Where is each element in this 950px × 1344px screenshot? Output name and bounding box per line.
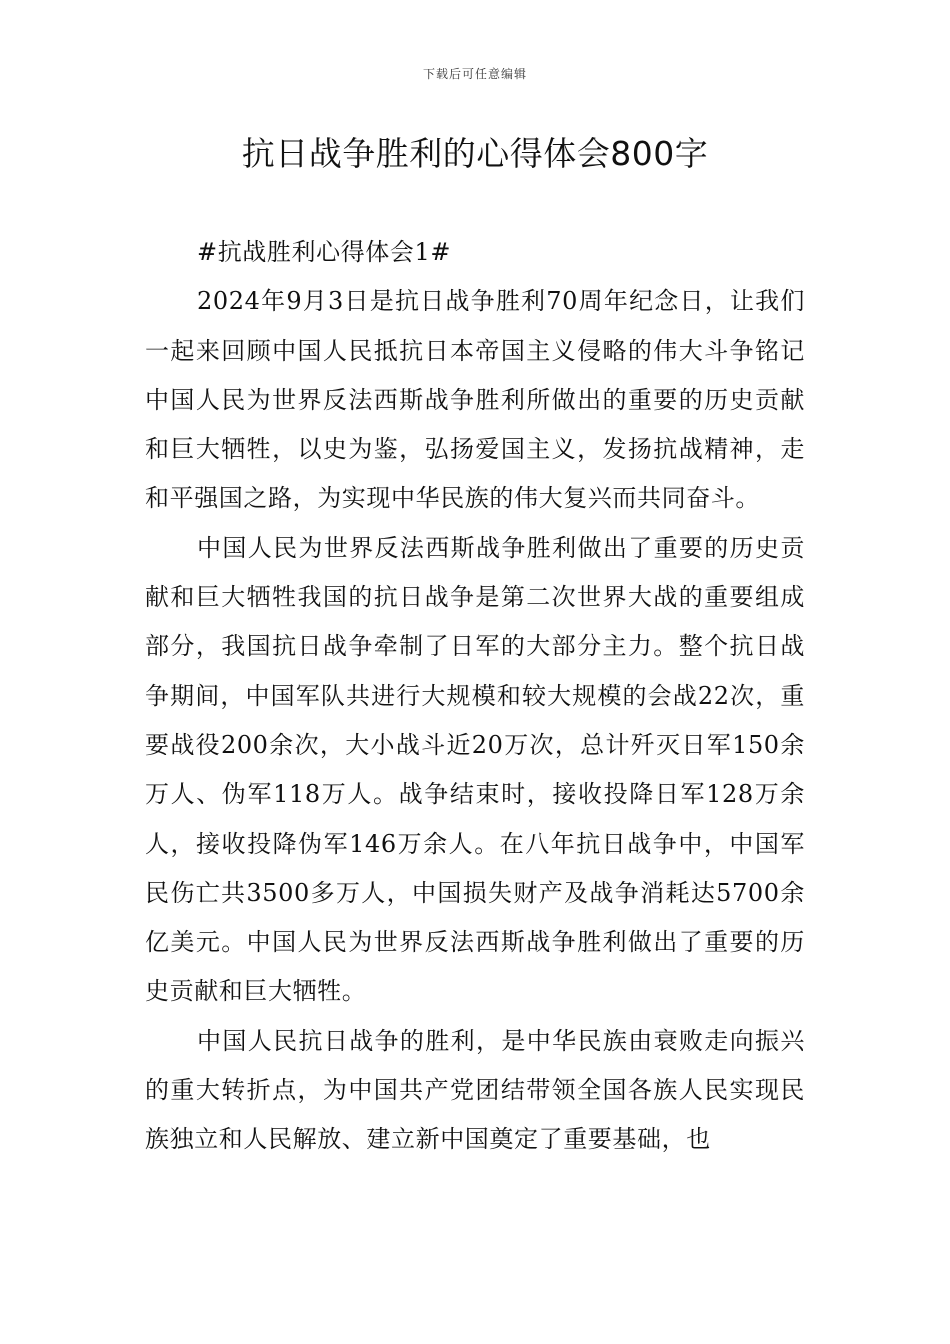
section-tag: #抗战胜利心得体会1# — [197, 238, 452, 266]
document-body — [145, 228, 805, 1165]
paragraph-3: 中国人民抗日战争的胜利，是中华民族由衰败走向振兴的重大转折点，为中国共产党团结带领全国各族人民实现民族独立和人民解放、建立新中国奠定了重要基础，也 — [145, 1026, 805, 1154]
document-title: 抗日战争胜利的心得体会800字 — [241, 134, 709, 173]
header-note: 下载后可任意编辑 — [422, 67, 527, 81]
paragraph-2: 中国人民为世界反法西斯战争胜利做出了重要的历史贡献和巨大牺牲我国的抗日战争是第二次世界大战的重要组成部分，我国抗日战争牵制了日军的大部分主力。整个抗日战争期间，中国军队共进行大规模和较大规模的会战22次，重要战役200余次，大小战斗近20万次，总计歼灭日军150余万人、伪军118万人。战争结束时，接收投降日军128万余人，接收投降伪军146万余人。在八年抗日战争中，中国军民伤亡共3500多万人，中国损失财产及战争消耗达5700余亿美元。中国人民为世界反法西斯战争胜利做出了重要的历史贡献和巨大牺牲。 — [145, 533, 805, 1006]
paragraph-1: 2024年9月3日是抗日战争胜利70周年纪念日，让我们一起来回顾中国人民抵抗日本帝国主义侵略的伟大斗争铭记中国人民为世界反法西斯战争胜利所做出的重要的历史贡献和巨大牺牲，以史为鉴，弘扬爱国主义，发扬抗战精神，走和平强国之路，为实现中华民族的伟大复兴而共同奋斗。 — [145, 287, 805, 513]
